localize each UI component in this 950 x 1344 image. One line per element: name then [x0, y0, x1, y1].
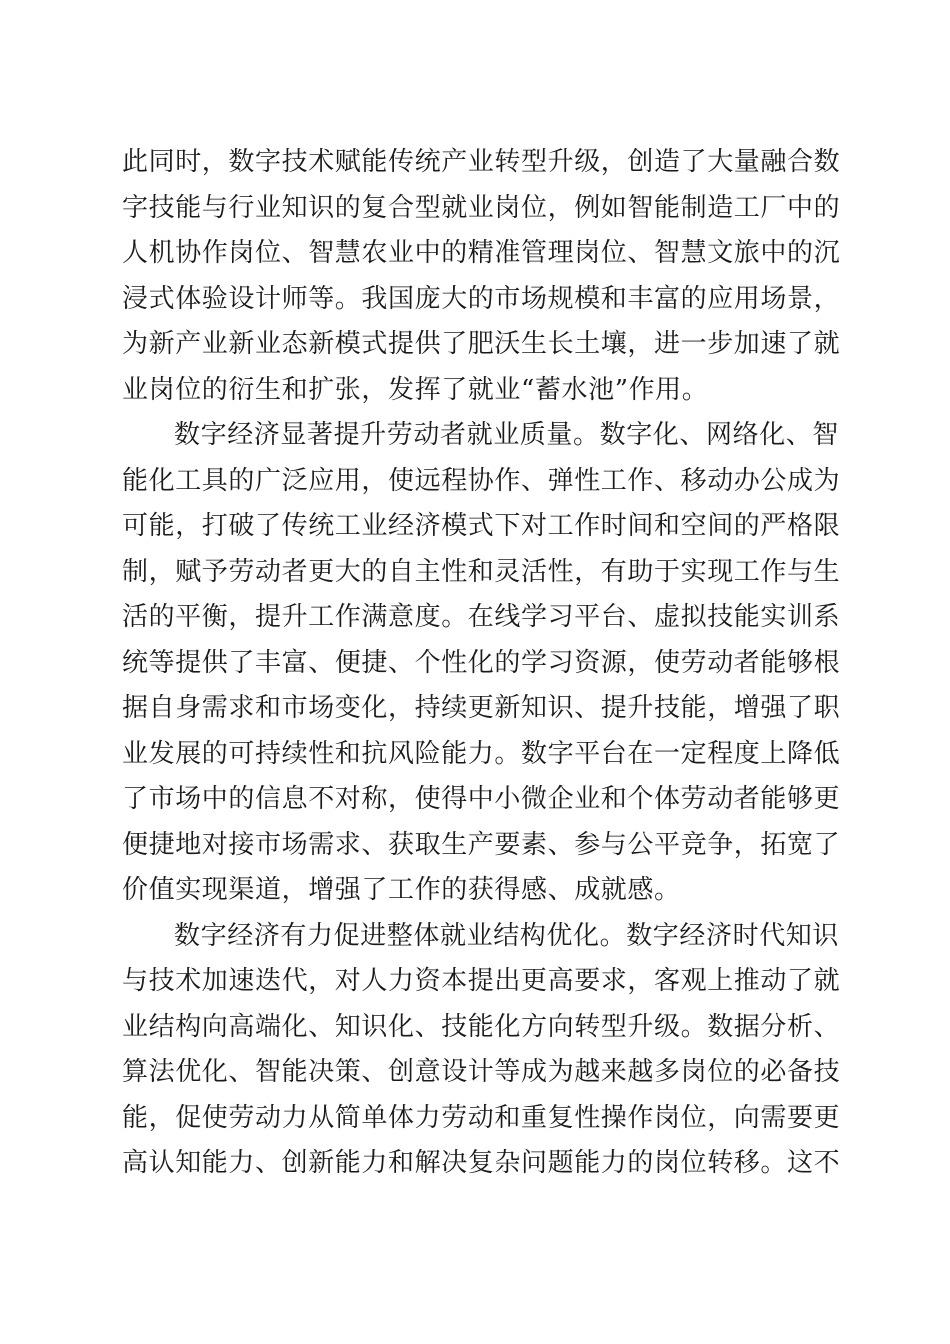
paragraph-2-line-7: 据自身需求和市场变化，持续更新知识、提升技能，增强了职	[122, 693, 841, 723]
paragraph-3-line-5: 能，促使劳动力从简单体力劳动和重复性操作岗位，向需要更	[122, 1102, 841, 1133]
paragraph-3-line-2: 与技术加速迭代，对人力资本提出更高要求，客观上推动了就	[122, 966, 841, 996]
paragraph-2-line-11: 价值实现渠道，增强了工作的获得感、成就感。	[122, 875, 681, 905]
paragraph-2-line-6: 统等提供了丰富、便捷、个性化的学习资源，使劳动者能够根	[122, 647, 841, 678]
paragraph-1-line-2: 字技能与行业知识的复合型就业岗位，例如智能制造工厂中的	[122, 192, 841, 223]
document-body	[122, 140, 841, 1187]
paragraph-2-line-4: 制，赋予劳动者更大的自主性和灵活性，有助于实现工作与生	[122, 556, 841, 587]
paragraph-1-line-1: 此同时，数字技术赋能传统产业转型升级，创造了大量融合数	[122, 147, 841, 177]
paragraph-2-line-10: 便捷地对接市场需求、获取生产要素、参与公平竞争，拓宽了	[122, 829, 841, 860]
paragraph-1-line-4: 浸式体验设计师等。我国庞大的市场规模和丰富的应用场景，	[122, 283, 841, 314]
paragraph-2-line-9: 了市场中的信息不对称，使得中小微企业和个体劳动者能够更	[122, 784, 841, 814]
paragraph-1-line-6: 业岗位的衍生和扩张，发挥了就业“蓄水池”作用。	[122, 374, 709, 405]
paragraph-3-line-1: 数字经济有力促进整体就业结构优化。数字经济时代知识	[174, 920, 840, 951]
paragraph-3-line-6: 高认知能力、创新能力和解决复杂问题能力的岗位转移。这不	[122, 1148, 841, 1178]
paragraph-2-line-2: 能化工具的广泛应用，使远程协作、弹性工作、移动办公成为	[122, 465, 841, 496]
paragraph-1-line-3: 人机协作岗位、智慧农业中的精准管理岗位、智慧文旅中的沉	[122, 238, 841, 268]
paragraph-3-line-4: 算法优化、智能决策、创意设计等成为越来越多岗位的必备技	[122, 1057, 841, 1087]
paragraph-2-line-8: 业发展的可持续性和抗风险能力。数字平台在一定程度上降低	[122, 738, 841, 769]
paragraph-2-line-5: 活的平衡，提升工作满意度。在线学习平台、虚拟技能实训系	[122, 602, 841, 632]
paragraph-2-line-1: 数字经济显著提升劳动者就业质量。数字化、网络化、智	[174, 420, 840, 450]
paragraph-1-line-5: 为新产业新业态新模式提供了肥沃生长土壤，进一步加速了就	[122, 329, 841, 359]
paragraph-3-line-3: 业结构向高端化、知识化、技能化方向转型升级。数据分析、	[122, 1011, 841, 1042]
paragraph-2-line-3: 可能，打破了传统工业经济模式下对工作时间和空间的严格限	[122, 511, 841, 541]
